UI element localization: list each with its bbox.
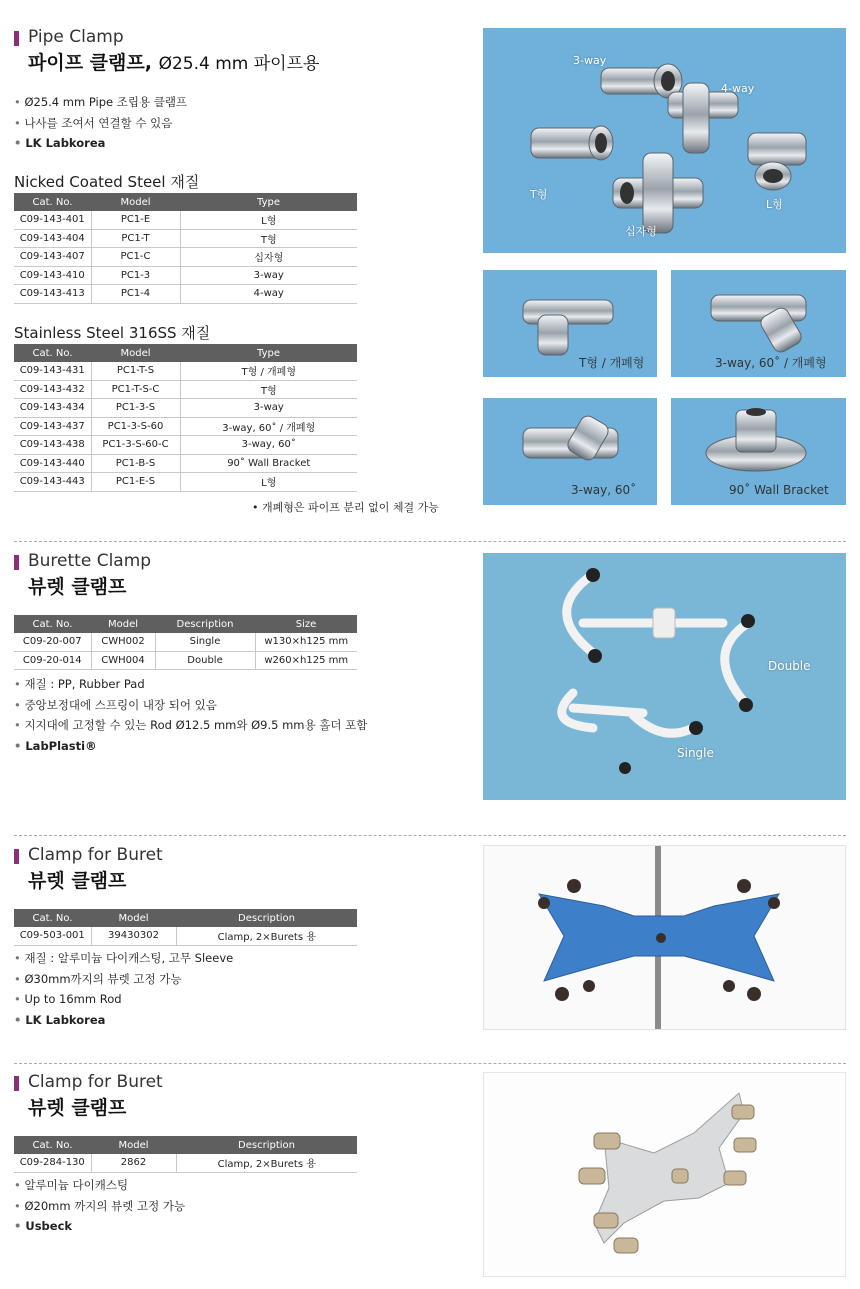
feature-item: • 지지대에 고정할 수 있는 Rod Ø12.5 mm와 Ø9.5 mm용 홀더 포함	[14, 715, 367, 736]
col-header: Size	[255, 615, 357, 633]
table-row	[14, 211, 357, 229]
label-l: L형	[766, 198, 783, 211]
cell: 90˚ Wall Bracket	[180, 454, 357, 473]
cell: 2862	[91, 1154, 176, 1172]
silver-buret-clamp-illustration	[484, 1073, 845, 1276]
cell: 3-way	[180, 399, 357, 418]
table-row	[14, 399, 357, 418]
table-row	[14, 362, 357, 380]
table-row	[14, 380, 357, 399]
cell: C09-143-410	[14, 266, 91, 285]
section-title-ko: 뷰렛 클램프	[28, 1097, 127, 1119]
feature-item: • 중앙보정대에 스프링이 내장 되어 있음	[14, 695, 367, 716]
open-type-note: • 개폐형은 파이프 분리 없이 체결 가능	[252, 501, 439, 514]
cell: C09-284-130	[14, 1154, 91, 1172]
photo-t-open	[483, 270, 657, 377]
cell: C09-143-434	[14, 399, 91, 418]
cell: C09-143-404	[14, 229, 91, 248]
buret-clamp-1-photo	[483, 845, 846, 1030]
label-3way60: 3-way, 60˚	[571, 483, 637, 497]
nicked-table-title: Nicked Coated Steel 재질	[14, 173, 200, 191]
table-row	[14, 436, 357, 455]
table-header-row	[14, 1136, 357, 1154]
burette-clamp-illustration	[483, 553, 846, 800]
cell: PC1-T-S-C	[91, 380, 180, 399]
feature-item: • 재질 : 알루미늄 다이캐스팅, 고무 Sleeve	[14, 948, 233, 969]
brand-name: • LK Labkorea	[14, 133, 187, 154]
nicked-steel-table	[14, 193, 357, 304]
cell: L형	[180, 473, 357, 492]
buret-clamp-2-features	[14, 1175, 185, 1237]
cell: PC1-3-S	[91, 399, 180, 418]
cell: 3-way, 60˚	[180, 436, 357, 455]
section-title-ko: 파이프 클램프, Ø25.4 mm 파이프용	[28, 52, 320, 74]
brand-name: • LabPlasti®	[14, 736, 367, 757]
col-header: Type	[180, 344, 357, 362]
cell: CWH002	[91, 633, 155, 651]
label-3way60-open: 3-way, 60˚ / 개폐형	[715, 356, 827, 370]
cell: T형	[180, 380, 357, 399]
cell: T형 / 개폐형	[180, 362, 357, 380]
cell: C09-143-401	[14, 211, 91, 229]
cell: PC1-3-S-60-C	[91, 436, 180, 455]
col-header: Type	[180, 193, 357, 211]
buret-clamp-1-table	[14, 909, 357, 946]
cell: PC1-T-S	[91, 362, 180, 380]
section-title-ko: 뷰렛 클램프	[28, 576, 127, 598]
section-title-en: Burette Clamp	[28, 551, 152, 571]
pipe-clamp-features	[14, 92, 187, 154]
label-cross: 십자형	[625, 225, 657, 238]
pipe-clamp-photo-main	[483, 28, 846, 253]
cell: 39430302	[91, 927, 176, 945]
label-double: Double	[768, 659, 811, 673]
photo-wall-bracket	[671, 398, 846, 505]
cell: C09-143-407	[14, 248, 91, 267]
col-header: Model	[91, 344, 180, 362]
section-divider	[14, 835, 846, 836]
label-4way: 4-way	[721, 82, 755, 95]
feature-item: • 재질 : PP, Rubber Pad	[14, 674, 367, 695]
buret-clamp-1-features	[14, 948, 233, 1030]
table-row	[14, 633, 357, 651]
feature-item: • Ø30mm까지의 뷰렛 고정 가능	[14, 969, 233, 990]
feature-item: • Up to 16mm Rod	[14, 989, 233, 1010]
cell: PC1-B-S	[91, 454, 180, 473]
col-header: Model	[91, 909, 176, 927]
col-header: Model	[91, 1136, 176, 1154]
cell: C09-143-413	[14, 285, 91, 304]
cell: T형	[180, 229, 357, 248]
col-header: Description	[155, 615, 255, 633]
cell: w130×h125 mm	[255, 633, 357, 651]
cell: C09-503-001	[14, 927, 91, 945]
col-header: Model	[91, 615, 155, 633]
table-row	[14, 1154, 357, 1172]
table-row	[14, 266, 357, 285]
section-title-ko: 뷰렛 클램프	[28, 870, 127, 892]
cell: C09-143-431	[14, 362, 91, 380]
accent-bar	[14, 849, 19, 864]
label-t: T형	[530, 188, 548, 201]
cell: PC1-4	[91, 285, 180, 304]
cell: PC1-E-S	[91, 473, 180, 492]
feature-item: • 나사를 조여서 연결할 수 있음	[14, 113, 187, 134]
label-3way: 3-way	[573, 54, 607, 67]
cell: Single	[155, 633, 255, 651]
cell: CWH004	[91, 651, 155, 670]
photo-3way60	[483, 398, 657, 505]
cell: PC1-C	[91, 248, 180, 267]
table-header-row	[14, 615, 357, 633]
stainless-table-title: Stainless Steel 316SS 재질	[14, 324, 211, 342]
cell: Clamp, 2×Burets 용	[176, 927, 357, 945]
col-header: Model	[91, 193, 180, 211]
section-divider	[14, 1063, 846, 1064]
table-row	[14, 927, 357, 945]
stainless-steel-table	[14, 344, 357, 492]
cell: C09-143-443	[14, 473, 91, 492]
col-header: Cat. No.	[14, 615, 91, 633]
cell: C09-20-007	[14, 633, 91, 651]
cell: 십자형	[180, 248, 357, 267]
accent-bar	[14, 1076, 19, 1091]
cell: PC1-3-S-60	[91, 417, 180, 436]
col-header: Cat. No.	[14, 909, 91, 927]
table-header-row	[14, 193, 357, 211]
accent-bar	[14, 555, 19, 570]
feature-item: • Ø20mm 까지의 뷰렛 고정 가능	[14, 1196, 185, 1217]
cell: C09-143-438	[14, 436, 91, 455]
accent-bar	[14, 31, 19, 46]
table-row	[14, 473, 357, 492]
col-header: Cat. No.	[14, 344, 91, 362]
photo-3way60-open	[671, 270, 846, 377]
col-header: Cat. No.	[14, 193, 91, 211]
burette-clamp-features	[14, 674, 367, 756]
brand-name: • Usbeck	[14, 1216, 185, 1237]
cell: Clamp, 2×Burets 용	[176, 1154, 357, 1172]
buret-clamp-2-table	[14, 1136, 357, 1173]
label-t-open: T형 / 개폐형	[579, 356, 645, 370]
cell: C09-20-014	[14, 651, 91, 670]
pipe-fittings-illustration	[483, 28, 846, 253]
table-row	[14, 454, 357, 473]
section-divider	[14, 541, 846, 542]
section-title-en: Clamp for Buret	[28, 1072, 163, 1092]
table-row	[14, 229, 357, 248]
cell: PC1-E	[91, 211, 180, 229]
cell: 3-way, 60˚ / 개폐형	[180, 417, 357, 436]
table-header-row	[14, 909, 357, 927]
table-row	[14, 285, 357, 304]
table-header-row	[14, 344, 357, 362]
blue-buret-clamp-illustration	[484, 846, 845, 1029]
section-title-en: Pipe Clamp	[28, 27, 124, 47]
label-wall-bracket: 90˚ Wall Bracket	[729, 483, 829, 497]
cell: w260×h125 mm	[255, 651, 357, 670]
cell: PC1-T	[91, 229, 180, 248]
col-header: Cat. No.	[14, 1136, 91, 1154]
col-header: Description	[176, 1136, 357, 1154]
feature-item: • Ø25.4 mm Pipe 조립용 클램프	[14, 92, 187, 113]
label-single: Single	[677, 746, 714, 760]
burette-clamp-photo	[483, 553, 846, 800]
cell: 4-way	[180, 285, 357, 304]
col-header: Description	[176, 909, 357, 927]
feature-item: • 알루미늄 다이캐스팅	[14, 1175, 185, 1196]
brand-name: • LK Labkorea	[14, 1010, 233, 1031]
table-row	[14, 417, 357, 436]
cell: L형	[180, 211, 357, 229]
cell: 3-way	[180, 266, 357, 285]
cell: PC1-3	[91, 266, 180, 285]
burette-clamp-table	[14, 615, 357, 670]
buret-clamp-2-photo	[483, 1072, 846, 1277]
section-title-en: Clamp for Buret	[28, 845, 163, 865]
table-row	[14, 248, 357, 267]
cell: C09-143-432	[14, 380, 91, 399]
cell: C09-143-440	[14, 454, 91, 473]
cell: C09-143-437	[14, 417, 91, 436]
cell: Double	[155, 651, 255, 670]
table-row	[14, 651, 357, 670]
